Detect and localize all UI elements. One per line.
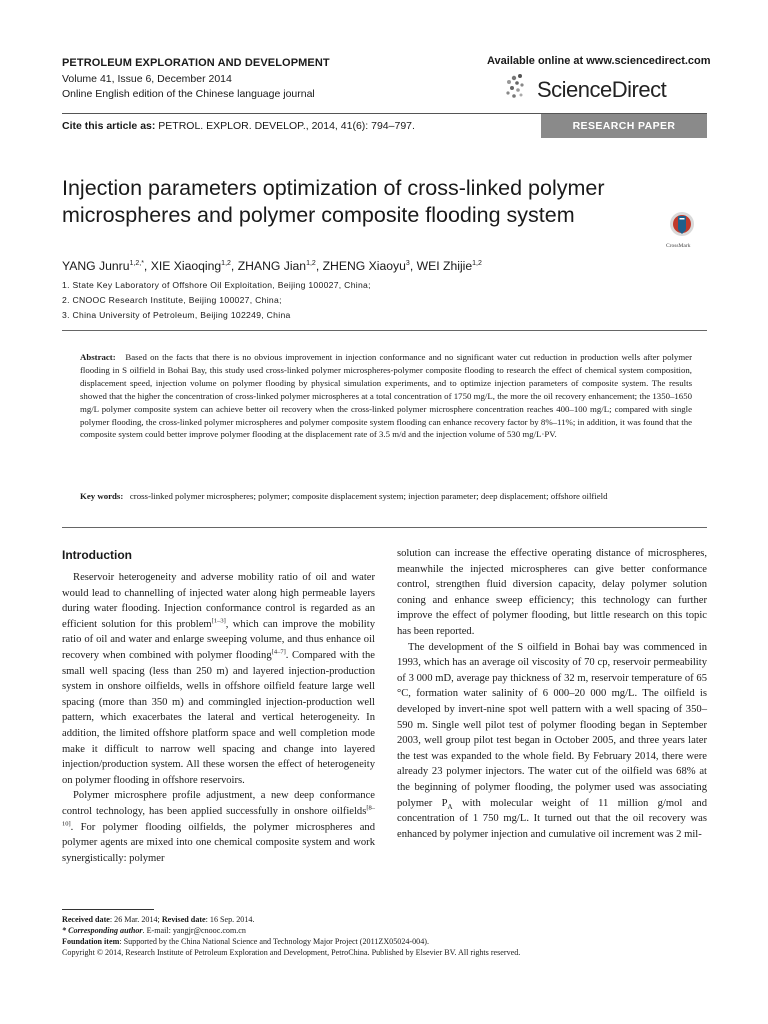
citation-ref[interactable]: [4–7] <box>271 648 286 656</box>
left-column <box>62 570 375 866</box>
paragraph-text: , which can improve the mobility ratio of oil and water and enlarge sweeping volume, and thus enhance oil recovery when combined with polymer flooding <box>62 618 375 661</box>
paragraph <box>397 640 707 843</box>
abstract-label: Abstract: <box>80 352 116 362</box>
paragraph <box>62 570 375 788</box>
affiliation-divider <box>62 330 707 331</box>
footnote-corresponding <box>62 925 246 936</box>
affiliation-number: 2. <box>62 295 70 305</box>
footnote-copyright: Copyright © 2014, Research Institute of Petroleum Exploration and Development, PetroChina. Published by Elsevier BV. All rights reserved. <box>62 948 521 957</box>
crossmark-icon[interactable] <box>669 211 695 243</box>
corresponding-label: * Corresponding author <box>62 926 143 935</box>
author-affiliation-mark: 1,2 <box>306 259 316 267</box>
volume-info: Volume 41, Issue 6, December 2014 <box>62 73 232 85</box>
affiliation-text: State Key Laboratory of Offshore Oil Exploitation, Beijing 100027, China; <box>72 280 371 290</box>
paragraph-text: The development of the S oilfield in Bohai bay was commenced in 1993, which has an average oil viscosity of 70 cp, reservoir permeability of 3 000 mD, average pay thickness of 32 m, reservoir temperature of 65 °C, formation water salinity of 6 000–20 000 mg/L. The oilfield is developed by invert-nine spot well pattern with a well spacing of 350–590 m. Single well pilot test of polymer flooding began in September 2003, well group pilot test began in October 2005, and three years later the test was expanded to the whole field. By February 2014, there were already 23 polymer injectors. The water cut of the oilfield was 68% at the beginning of polymer flooding, the polymer used was associating polymer P <box>397 641 707 809</box>
author-name: ZHANG Jian <box>237 259 307 273</box>
citation-ref[interactable]: [8–10] <box>62 804 375 827</box>
citation-label: Cite this article as: <box>62 120 156 132</box>
paragraph-text: Reservoir heterogeneity and adverse mobility ratio of oil and water would lead to channelling of injected water along high permeable layers during water flooding. Injection conformance control is regarded as an efficient solution for this problem <box>62 572 375 630</box>
affiliation-number: 3. <box>62 310 70 320</box>
paragraph-text: Polymer microsphere profile adjustment, a new deep conformance control technology, has been applied successfully in onshore oilfields <box>62 790 375 817</box>
sciencedirect-wordmark: ScienceDirect <box>537 77 667 102</box>
keywords-text: cross-linked polymer microspheres; polymer; composite displacement system; injection parameter; deep displacement; offshore oilfield <box>129 491 608 501</box>
keywords <box>80 490 692 503</box>
subscript: A <box>447 802 453 811</box>
paragraph <box>397 546 707 640</box>
author-affiliation-mark: 1,2 <box>472 259 482 267</box>
revised-label: Revised date <box>161 915 206 924</box>
foundation-text: : Supported by the China National Science and Technology Major Project (2011ZX05024-004). <box>119 937 429 946</box>
foundation-label: Foundation item <box>62 937 120 946</box>
received-label: Received date <box>62 915 110 924</box>
paragraph-text: with molecular weight of 11 million g/mol and concentration of 1 750 mg/L. It turned out that the oil recovery was enhanced by polymer injection and cumulative oil increment was 2 mil- <box>397 797 707 840</box>
abstract-divider <box>62 527 707 528</box>
affiliation <box>62 310 291 320</box>
affiliation <box>62 280 371 290</box>
author-affiliation-mark: 1,2,* <box>129 259 144 267</box>
citation-ref[interactable]: [1–3] <box>211 617 226 625</box>
affiliation-text: CNOOC Research Institute, Beijing 100027, China; <box>72 295 282 305</box>
author-list: YANG Junru$^{1,2,*}$, XIE Xiaoqing$^{1,2}$, ZHANG Jian$^{1,2}$, ZHENG Xiaoyu$^3$, WEI Zhijie$^{1,2}$ <box>62 259 482 273</box>
keywords-label: Key words: <box>80 491 124 501</box>
author-name: ZHENG Xiaoyu <box>322 259 406 273</box>
footnote-divider <box>62 909 154 910</box>
author-name: XIE Xiaoqing <box>150 259 222 273</box>
journal-name: PETROLEUM EXPLORATION AND DEVELOPMENT <box>62 57 330 69</box>
author-affiliation-mark: 1,2 <box>221 259 231 267</box>
author-name: YANG Junru <box>62 259 130 273</box>
received-date: : 26 Mar. 2014; <box>109 915 162 924</box>
paragraph-text: solution can increase the effective operating distance of microspheres, meanwhile the injected microspheres can give better conformance control, strengthen fluid diversion capacity, delay polymer solution coning and enhance sweep efficiency; this technology can further improve the effect of polymer flooding, but little research on this topic has been reported. <box>397 548 707 637</box>
article-title: Injection parameters optimization of cross-linked polymer microspheres and polymer composite flooding system <box>62 176 605 227</box>
abstract-text: Based on the facts that there is no obvious improvement in injection conformance and no significant water cut reduction in production wells after polymer flooding in S oilfield in Bohai Bay, this study used cross-linked polymer microspheres-polymer composite flooding to research the effect of chemical system composition, displacement speed, injection volume on polymer flooding by physical simulation experiments, and to optimize injection parameters of composite system. The results showed that the higher the concentration of cross-linked polymer microspheres at a total concentration of 1750 mg/L, the more the oil recovery enhancement; the 1350–1650 mg/L polymer composite system can achieve better oil recovery when the cross-linked polymer microsphere concentration reaches 400–100 mg/L; compared with single polymer flooding, the cross-linked polymer microspheres and polymer composite system flooding can enhance recovery factor by 8%–11%; in addition, it was found that the composite system could better improve polymer flooding at the displacement rate of 3.5 m/d and the injection volume of 530 mg/L·PV. <box>80 352 692 440</box>
edition-note: Online English edition of the Chinese language journal <box>62 88 315 100</box>
article-type-badge: RESEARCH PAPER <box>541 114 707 138</box>
right-column <box>397 546 707 842</box>
sciencedirect-logo-icon <box>505 72 525 102</box>
paragraph-text: . Compared with the small well spacing (less than 250 m) and layered injection-production system in onshore oilfields, wells in offshore oilfield feature large well spacing (more than 350 m) and commingled injection-production well pattern, which exacerbates the lateral and vertical heterogeneity. In addition, the limited offshore platform space and well completion mode make it difficult to narrow well spacing and change into layered injection/production system. All these worsen the effect of heterogeneity on polymer flooding in offshore reservoirs. <box>62 649 376 786</box>
affiliation-text: China University of Petroleum, Beijing 102249, China <box>72 310 291 320</box>
author-name: WEI Zhijie <box>416 259 473 273</box>
citation-line <box>62 120 415 132</box>
footnote-foundation <box>62 936 429 947</box>
affiliation-number: 1. <box>62 280 70 290</box>
footnote-dates <box>62 914 254 925</box>
paragraph <box>62 788 375 866</box>
affiliation <box>62 295 282 305</box>
author-affiliation-mark: 3 <box>405 259 410 267</box>
paragraph-text: . For polymer flooding oilfields, the polymer microspheres and polymer agents are mixed into one chemical composite system and work synergistically: polymer <box>62 821 375 864</box>
corresponding-email[interactable]: . E-mail: yangjr@cnooc.com.cn <box>142 926 246 935</box>
revised-date: : 16 Sep. 2014. <box>205 915 255 924</box>
citation-text: PETROL. EXPLOR. DEVELOP., 2014, 41(6): 794–797. <box>158 120 415 132</box>
availability-link[interactable]: Available online at www.sciencedirect.com <box>487 55 711 67</box>
crossmark-label: CrossMark <box>666 243 691 249</box>
section-heading-introduction: Introduction <box>62 548 132 562</box>
abstract <box>80 351 692 441</box>
